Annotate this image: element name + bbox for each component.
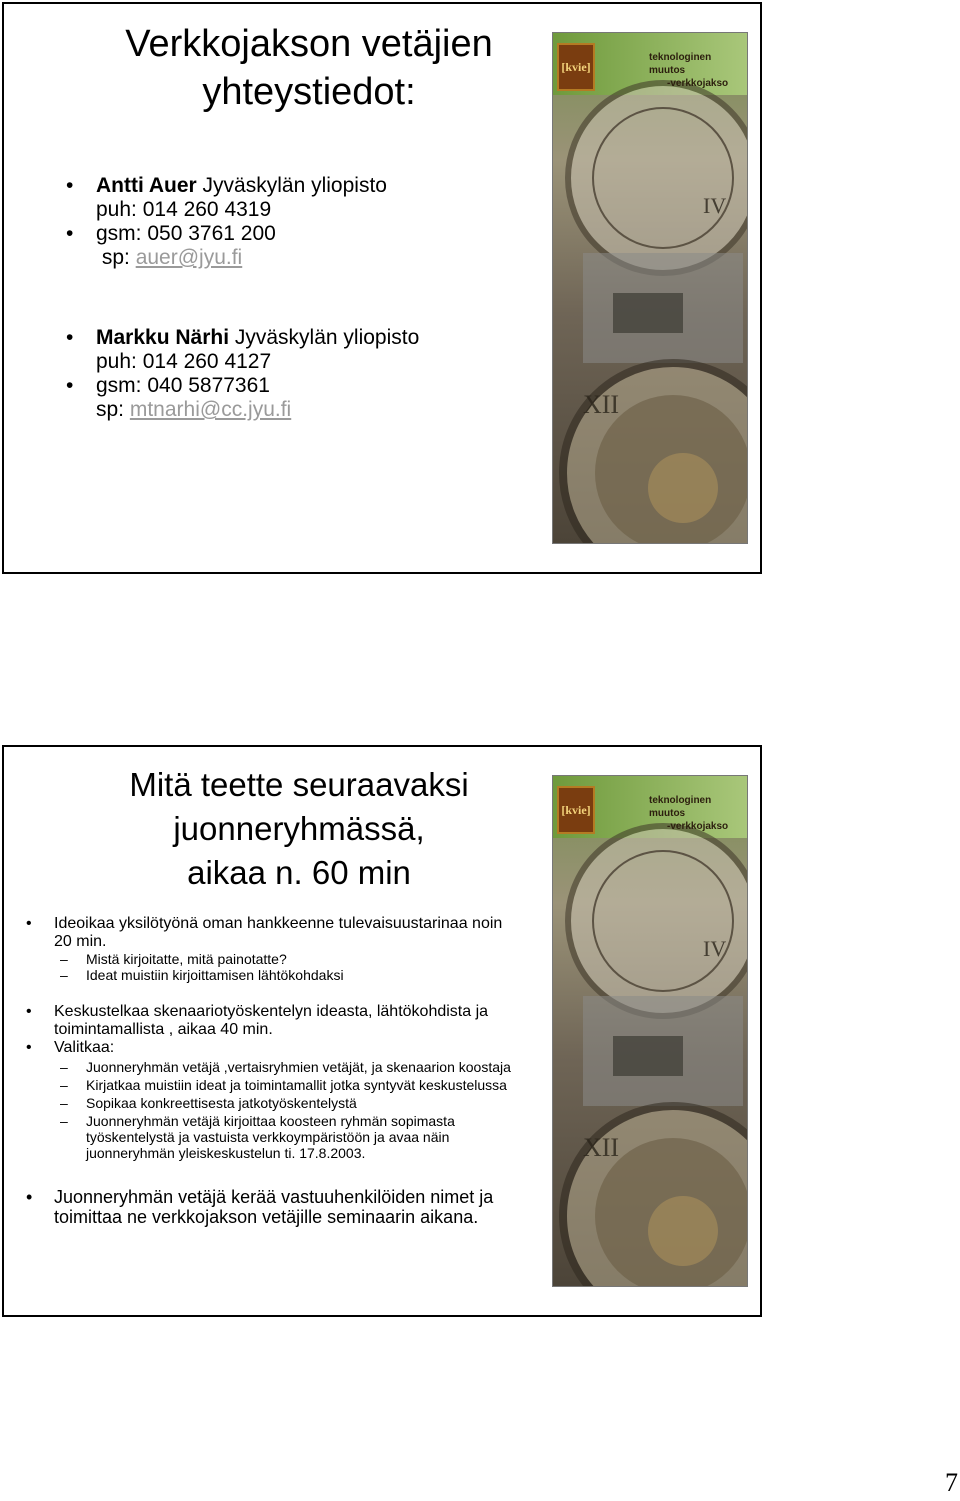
svg-text:IV: IV (703, 193, 727, 218)
clock-collage-image (552, 775, 748, 1287)
dash-icon: – (60, 1113, 68, 1129)
bullet-icon: • (26, 1003, 32, 1020)
logo-tagline (649, 51, 745, 90)
contact-list-antti (66, 174, 387, 270)
instruction-subitem (60, 951, 524, 967)
contact-phone: puh: 014 260 4127 (96, 350, 272, 373)
contact-org: Jyväskylän yliopisto (229, 326, 420, 349)
contact-name: Antti Auer (96, 174, 197, 197)
kvie-logo (557, 786, 595, 834)
clock-collage-graphic (553, 33, 747, 543)
slide-title (44, 763, 554, 895)
logo-tagline (649, 794, 745, 833)
bullet-icon: • (66, 222, 74, 245)
logo-tagline-line: teknologinen muutos (649, 795, 712, 819)
instruction-subtext: Kirjatkaa muistiin ideat ja toimintamallit jotka syntyvät keskustelussa (86, 1077, 507, 1093)
instruction-item (26, 1003, 524, 1039)
instruction-text: Valitkaa: (54, 1039, 115, 1056)
logo-tagline-line: teknologinen muutos (649, 52, 712, 76)
logo-brand: [kvie] (561, 803, 591, 817)
logo-tagline-line: -verkkojakso (667, 78, 729, 89)
contact-item (66, 222, 387, 270)
svg-text:XII: XII (583, 390, 620, 419)
instruction-subitem (60, 1077, 524, 1093)
bullet-icon: • (26, 1187, 33, 1207)
bullet-icon: • (26, 1039, 32, 1056)
title-line: aikaa n. 60 min (187, 854, 411, 891)
contact-email-prefix: sp: (96, 246, 136, 269)
instruction-subtext: Ideat muistiin kirjoittamisen lähtökohdaksi (86, 967, 344, 983)
contact-item (66, 374, 419, 422)
page-number: 7 (945, 1468, 958, 1497)
title-line: Mitä teette seuraavaksi (129, 766, 469, 803)
contact-phone: puh: 014 260 4319 (96, 198, 272, 221)
contact-org: Jyväskylän yliopisto (196, 174, 387, 197)
title-line: juonneryhmässä, (173, 810, 425, 847)
instruction-list (26, 915, 524, 1227)
bullet-icon: • (66, 174, 74, 197)
bullet-icon: • (26, 915, 32, 932)
slide-contact-info (2, 2, 762, 574)
instruction-item (26, 1039, 524, 1057)
clock-collage-image (552, 32, 748, 544)
contact-item (66, 174, 387, 222)
svg-text:IV: IV (703, 936, 727, 961)
logo-brand: [kvie] (561, 60, 591, 74)
title-line: Verkkojakson vetäjien (125, 23, 493, 65)
contact-email-prefix: sp: (96, 398, 130, 421)
instruction-subitem (60, 1113, 524, 1161)
contact-item (66, 326, 420, 374)
instruction-item (26, 1187, 524, 1227)
dash-icon: – (60, 967, 68, 983)
title-line: yhteystiedot: (202, 71, 416, 113)
instruction-subtext: Sopikaa konkreettisesta jatkotyöskentelystä (86, 1095, 357, 1111)
instruction-text: Ideoikaa yksilötyönä oman hankkeenne tulevaisuustarinaa noin 20 min. (54, 915, 503, 950)
contact-gsm: gsm: 040 5877361 (96, 374, 270, 397)
logo-tagline-line: -verkkojakso (667, 821, 729, 832)
contact-list-markku (66, 326, 420, 422)
dash-icon: – (60, 951, 68, 967)
kvie-logo (557, 43, 595, 91)
instruction-text: Juonneryhmän vetäjä kerää vastuuhenkilöiden nimet ja toimittaa ne verkkojakson vetäjille seminaarin aikana. (54, 1187, 494, 1227)
bullet-icon: • (66, 326, 74, 349)
svg-text:XII: XII (583, 1133, 620, 1162)
slide-next-steps (2, 745, 762, 1317)
contact-name: Markku Närhi (96, 326, 230, 349)
slide-title (64, 20, 554, 116)
clock-collage-graphic (553, 776, 747, 1286)
instruction-item (26, 915, 524, 951)
instruction-subitem (60, 967, 524, 983)
contact-gsm: gsm: 050 3761 200 (96, 222, 276, 245)
dash-icon: – (60, 1095, 68, 1111)
instruction-text: Keskustelkaa skenaariotyöskentelyn ideasta, lähtökohdista ja toimintamallista , aikaa 40 min. (54, 1003, 489, 1038)
instruction-subtext: Juonneryhmän vetäjä ,vertaisryhmien vetäjät, ja skenaarion koostaja (86, 1059, 511, 1075)
instruction-subitem (60, 1059, 524, 1075)
instruction-subitem (60, 1095, 524, 1111)
instruction-subtext: Juonneryhmän vetäjä kirjoittaa koosteen ryhmän sopimasta työskentelystä ja vastuista verkkoympäristöön ja avaa näin juonneryhmän yleiskeskustelun ti. 17.8.2003. (86, 1113, 455, 1161)
contact-email-link[interactable]: auer@jyu.fi (135, 246, 243, 269)
bullet-icon: • (66, 374, 74, 397)
contact-email-link[interactable]: mtnarhi@cc.jyu.fi (129, 398, 292, 421)
instruction-subtext: Mistä kirjoitatte, mitä painotatte? (86, 951, 287, 967)
dash-icon: – (60, 1077, 68, 1093)
dash-icon: – (60, 1059, 68, 1075)
